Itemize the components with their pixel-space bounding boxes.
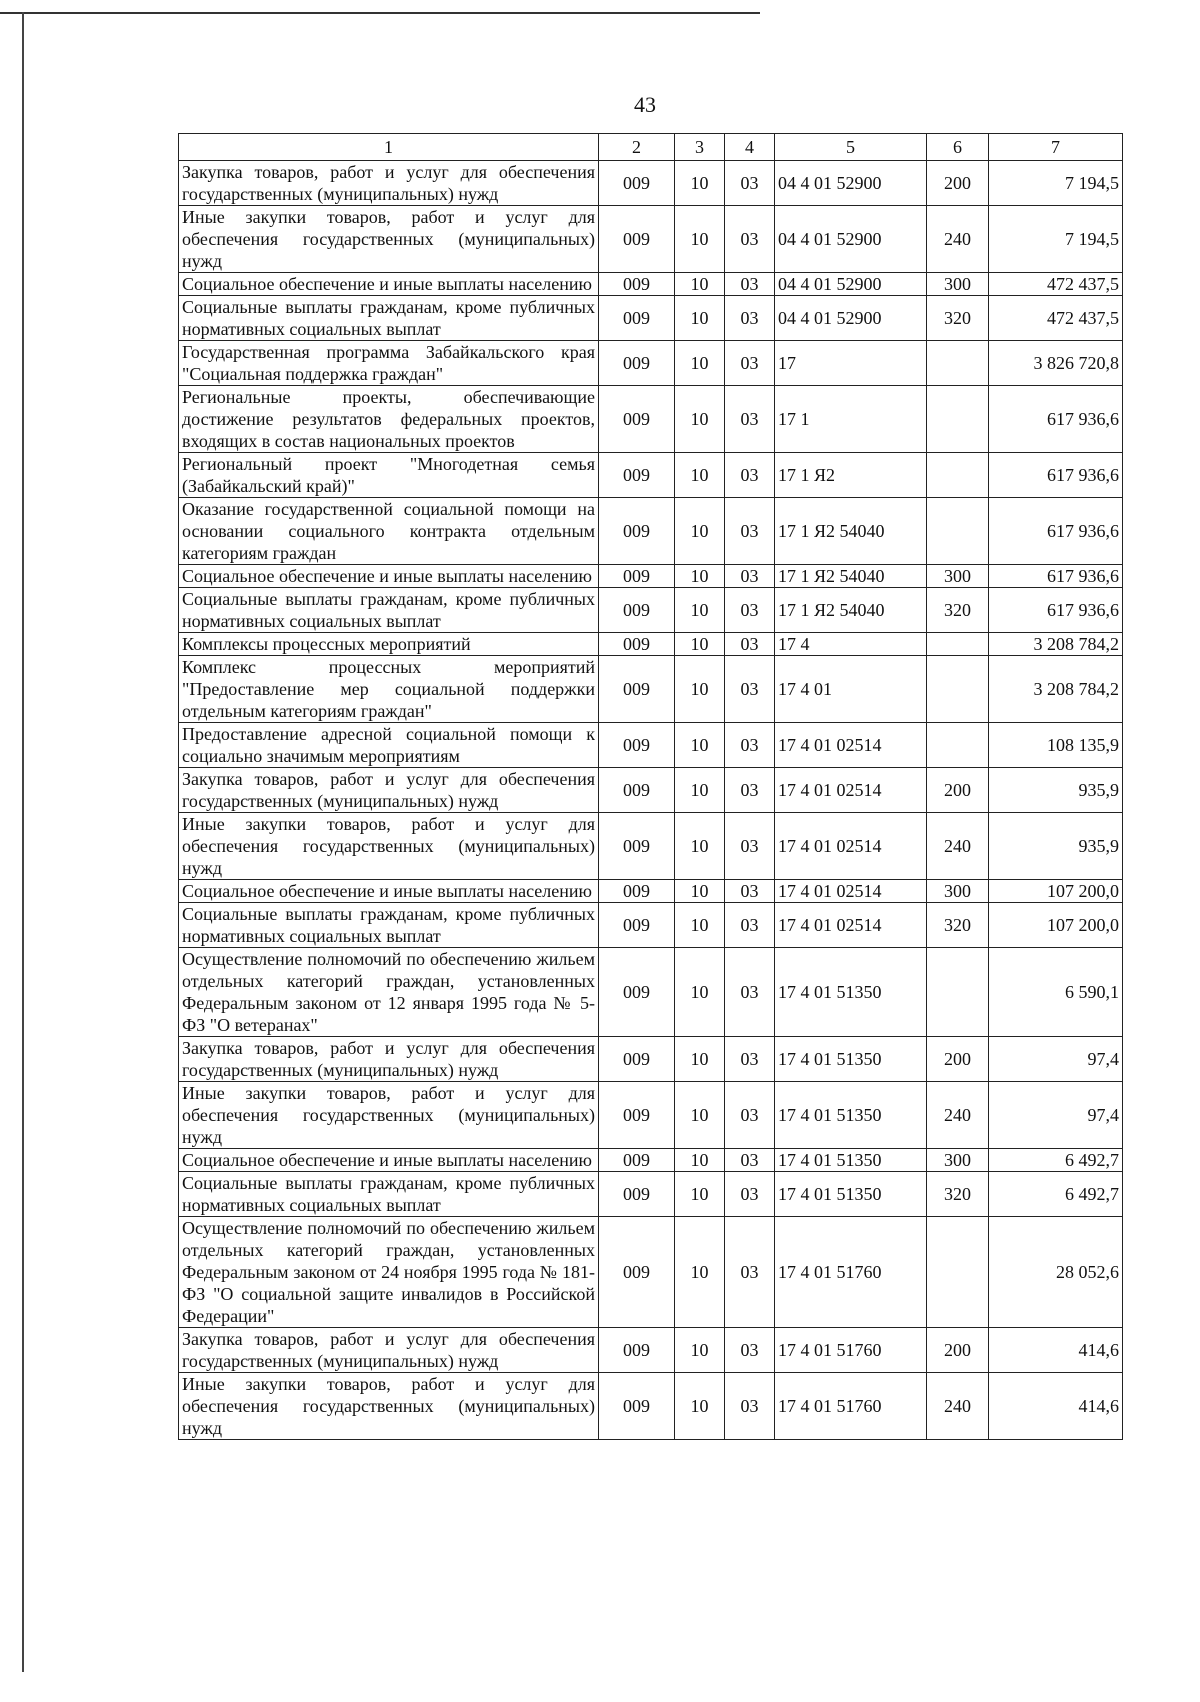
row-description: Социальные выплаты гражданам, кроме публичных нормативных социальных выплат [179,296,599,341]
cell-amount: 7 194,5 [989,161,1123,206]
column-header: 4 [725,134,775,161]
page-number: 43 [634,92,656,117]
cell-ministry-code: 009 [599,1328,675,1373]
cell-subsection: 03 [725,633,775,656]
row-description: Осуществление полномочий по обеспечению жильем отдельных категорий граждан, установленных Федеральным законом от 24 ноября 1995 года № 181-ФЗ "О социальной защите инвалидов в Российской Федерации" [179,1217,599,1328]
cell-ministry-code: 009 [599,1037,675,1082]
cell-amount: 3 826 720,8 [989,341,1123,386]
row-description: Социальное обеспечение и иные выплаты населению [179,880,599,903]
cell-target-article: 17 4 01 51760 [775,1328,927,1373]
cell-subsection: 03 [725,588,775,633]
cell-section: 10 [675,656,725,723]
cell-amount: 97,4 [989,1082,1123,1149]
cell-amount: 97,4 [989,1037,1123,1082]
row-description: Региональный проект "Многодетная семья (Забайкальский край)" [179,453,599,498]
table-row [179,1172,1123,1217]
table-row [179,206,1123,273]
cell-ministry-code: 009 [599,498,675,565]
row-description: Региональные проекты, обеспечивающие достижение результатов федеральных проектов, входящих в состав национальных проектов [179,386,599,453]
cell-ministry-code: 009 [599,948,675,1037]
cell-amount: 6 590,1 [989,948,1123,1037]
cell-target-article: 17 1 Я2 54040 [775,588,927,633]
table-row [179,1149,1123,1172]
row-description: Иные закупки товаров, работ и услуг для обеспечения государственных (муниципальных) нужд [179,1082,599,1149]
cell-subsection: 03 [725,1373,775,1440]
column-header: 7 [989,134,1123,161]
cell-section: 10 [675,1082,725,1149]
cell-ministry-code: 009 [599,903,675,948]
cell-amount: 935,9 [989,768,1123,813]
cell-expense-type [927,386,989,453]
cell-section: 10 [675,880,725,903]
table-row [179,341,1123,386]
cell-subsection: 03 [725,948,775,1037]
table-body [179,161,1123,1440]
cell-subsection: 03 [725,1149,775,1172]
cell-expense-type [927,453,989,498]
cell-target-article: 17 4 01 51350 [775,1082,927,1149]
cell-section: 10 [675,1149,725,1172]
cell-ministry-code: 009 [599,1082,675,1149]
cell-amount: 414,6 [989,1373,1123,1440]
cell-target-article: 17 4 01 02514 [775,813,927,880]
cell-target-article: 17 4 01 51760 [775,1217,927,1328]
cell-ministry-code: 009 [599,768,675,813]
cell-amount: 617 936,6 [989,588,1123,633]
cell-section: 10 [675,723,725,768]
column-header: 2 [599,134,675,161]
cell-ministry-code: 009 [599,1217,675,1328]
cell-target-article: 17 4 01 02514 [775,880,927,903]
cell-expense-type [927,656,989,723]
table-row [179,1082,1123,1149]
cell-amount: 472 437,5 [989,273,1123,296]
cell-subsection: 03 [725,1217,775,1328]
table-row [179,273,1123,296]
row-description: Оказание государственной социальной помощи на основании социального контракта отдельным категориям граждан [179,498,599,565]
cell-section: 10 [675,273,725,296]
row-description: Государственная программа Забайкальского края "Социальная поддержка граждан" [179,341,599,386]
row-description: Комплексы процессных мероприятий [179,633,599,656]
table-row [179,723,1123,768]
row-description: Иные закупки товаров, работ и услуг для обеспечения государственных (муниципальных) нужд [179,206,599,273]
cell-target-article: 17 1 Я2 54040 [775,498,927,565]
cell-subsection: 03 [725,453,775,498]
cell-section: 10 [675,633,725,656]
cell-expense-type: 200 [927,1328,989,1373]
cell-expense-type [927,723,989,768]
cell-subsection: 03 [725,341,775,386]
cell-amount: 617 936,6 [989,565,1123,588]
table-row [179,386,1123,453]
table-row [179,453,1123,498]
header-row [179,134,1123,161]
cell-ministry-code: 009 [599,341,675,386]
cell-expense-type [927,341,989,386]
cell-expense-type: 320 [927,903,989,948]
cell-ministry-code: 009 [599,386,675,453]
cell-target-article: 04 4 01 52900 [775,296,927,341]
cell-target-article: 17 [775,341,927,386]
cell-target-article: 17 4 01 [775,656,927,723]
cell-target-article: 17 4 01 51350 [775,1149,927,1172]
table-row [179,768,1123,813]
cell-ministry-code: 009 [599,1172,675,1217]
column-header: 3 [675,134,725,161]
cell-amount: 3 208 784,2 [989,633,1123,656]
cell-subsection: 03 [725,273,775,296]
cell-section: 10 [675,565,725,588]
cell-target-article: 17 4 01 02514 [775,723,927,768]
cell-target-article: 17 4 01 02514 [775,903,927,948]
column-header: 5 [775,134,927,161]
cell-subsection: 03 [725,723,775,768]
cell-expense-type: 240 [927,1373,989,1440]
cell-target-article: 17 4 01 51350 [775,1172,927,1217]
table-row [179,1328,1123,1373]
cell-amount: 414,6 [989,1328,1123,1373]
cell-ministry-code: 009 [599,656,675,723]
cell-target-article: 17 1 Я2 54040 [775,565,927,588]
cell-section: 10 [675,903,725,948]
cell-amount: 617 936,6 [989,498,1123,565]
cell-amount: 7 194,5 [989,206,1123,273]
cell-section: 10 [675,386,725,453]
cell-amount: 107 200,0 [989,880,1123,903]
cell-section: 10 [675,296,725,341]
cell-ministry-code: 009 [599,565,675,588]
column-header: 6 [927,134,989,161]
cell-section: 10 [675,588,725,633]
cell-subsection: 03 [725,1037,775,1082]
cell-target-article: 17 4 01 02514 [775,768,927,813]
cell-ministry-code: 009 [599,273,675,296]
cell-expense-type [927,498,989,565]
row-description: Социальные выплаты гражданам, кроме публичных нормативных социальных выплат [179,1172,599,1217]
cell-ministry-code: 009 [599,1373,675,1440]
table-row [179,498,1123,565]
cell-subsection: 03 [725,1082,775,1149]
cell-subsection: 03 [725,386,775,453]
cell-ministry-code: 009 [599,813,675,880]
cell-section: 10 [675,453,725,498]
cell-expense-type: 200 [927,161,989,206]
cell-target-article: 04 4 01 52900 [775,161,927,206]
cell-amount: 108 135,9 [989,723,1123,768]
cell-ministry-code: 009 [599,1149,675,1172]
table-row [179,633,1123,656]
table-row [179,1037,1123,1082]
cell-subsection: 03 [725,880,775,903]
row-description: Иные закупки товаров, работ и услуг для обеспечения государственных (муниципальных) нужд [179,1373,599,1440]
cell-subsection: 03 [725,1172,775,1217]
cell-section: 10 [675,1217,725,1328]
cell-amount: 107 200,0 [989,903,1123,948]
cell-target-article: 17 4 01 51350 [775,1037,927,1082]
cell-ministry-code: 009 [599,296,675,341]
cell-subsection: 03 [725,903,775,948]
cell-subsection: 03 [725,768,775,813]
table-row [179,656,1123,723]
table-row [179,1373,1123,1440]
table-row [179,1217,1123,1328]
cell-ministry-code: 009 [599,161,675,206]
cell-subsection: 03 [725,498,775,565]
row-description: Комплекс процессных мероприятий "Предоставление мер социальной поддержки отдельным категориям граждан" [179,656,599,723]
row-description: Социальное обеспечение и иные выплаты населению [179,565,599,588]
cell-section: 10 [675,341,725,386]
scan-edge-top [0,12,760,14]
row-description: Социальные выплаты гражданам, кроме публичных нормативных социальных выплат [179,588,599,633]
row-description: Социальное обеспечение и иные выплаты населению [179,1149,599,1172]
cell-section: 10 [675,161,725,206]
cell-ministry-code: 009 [599,880,675,903]
cell-amount: 6 492,7 [989,1149,1123,1172]
table-row [179,296,1123,341]
table-row [179,588,1123,633]
cell-ministry-code: 009 [599,206,675,273]
table-row [179,565,1123,588]
cell-target-article: 17 1 [775,386,927,453]
cell-target-article: 17 1 Я2 [775,453,927,498]
table-row [179,880,1123,903]
cell-target-article: 04 4 01 52900 [775,206,927,273]
cell-section: 10 [675,498,725,565]
cell-expense-type: 200 [927,768,989,813]
cell-section: 10 [675,768,725,813]
budget-table [178,133,1123,1440]
cell-subsection: 03 [725,813,775,880]
cell-section: 10 [675,1172,725,1217]
cell-amount: 6 492,7 [989,1172,1123,1217]
row-description: Иные закупки товаров, работ и услуг для обеспечения государственных (муниципальных) нужд [179,813,599,880]
cell-expense-type [927,1217,989,1328]
cell-target-article: 17 4 01 51350 [775,948,927,1037]
cell-expense-type: 240 [927,1082,989,1149]
cell-section: 10 [675,1037,725,1082]
cell-expense-type: 320 [927,1172,989,1217]
cell-section: 10 [675,813,725,880]
table-row [179,948,1123,1037]
cell-section: 10 [675,206,725,273]
table-row [179,813,1123,880]
cell-subsection: 03 [725,656,775,723]
row-description: Закупка товаров, работ и услуг для обеспечения государственных (муниципальных) нужд [179,1328,599,1373]
cell-expense-type: 300 [927,565,989,588]
cell-ministry-code: 009 [599,723,675,768]
cell-expense-type: 320 [927,296,989,341]
cell-target-article: 17 4 [775,633,927,656]
cell-amount: 935,9 [989,813,1123,880]
cell-expense-type: 240 [927,206,989,273]
column-header: 1 [179,134,599,161]
cell-expense-type: 300 [927,1149,989,1172]
cell-expense-type: 240 [927,813,989,880]
cell-target-article: 17 4 01 51760 [775,1373,927,1440]
cell-ministry-code: 009 [599,633,675,656]
cell-amount: 617 936,6 [989,453,1123,498]
cell-section: 10 [675,948,725,1037]
row-description: Социальное обеспечение и иные выплаты населению [179,273,599,296]
cell-subsection: 03 [725,565,775,588]
row-description: Закупка товаров, работ и услуг для обеспечения государственных (муниципальных) нужд [179,161,599,206]
cell-target-article: 04 4 01 52900 [775,273,927,296]
row-description: Закупка товаров, работ и услуг для обеспечения государственных (муниципальных) нужд [179,1037,599,1082]
cell-section: 10 [675,1373,725,1440]
cell-ministry-code: 009 [599,453,675,498]
cell-amount: 472 437,5 [989,296,1123,341]
cell-subsection: 03 [725,161,775,206]
cell-amount: 28 052,6 [989,1217,1123,1328]
cell-ministry-code: 009 [599,588,675,633]
cell-subsection: 03 [725,1328,775,1373]
cell-amount: 617 936,6 [989,386,1123,453]
row-description: Осуществление полномочий по обеспечению жильем отдельных категорий граждан, установленных Федеральным законом от 12 января 1995 года № 5-ФЗ "О ветеранах" [179,948,599,1037]
table-row [179,903,1123,948]
table-row [179,161,1123,206]
cell-expense-type [927,633,989,656]
cell-section: 10 [675,1328,725,1373]
cell-expense-type: 300 [927,273,989,296]
cell-expense-type: 200 [927,1037,989,1082]
cell-subsection: 03 [725,206,775,273]
row-description: Закупка товаров, работ и услуг для обеспечения государственных (муниципальных) нужд [179,768,599,813]
cell-expense-type [927,948,989,1037]
cell-amount: 3 208 784,2 [989,656,1123,723]
scan-edge-left [22,12,24,1672]
cell-expense-type: 300 [927,880,989,903]
cell-subsection: 03 [725,296,775,341]
row-description: Социальные выплаты гражданам, кроме публичных нормативных социальных выплат [179,903,599,948]
row-description: Предоставление адресной социальной помощи к социально значимым мероприятиям [179,723,599,768]
cell-expense-type: 320 [927,588,989,633]
